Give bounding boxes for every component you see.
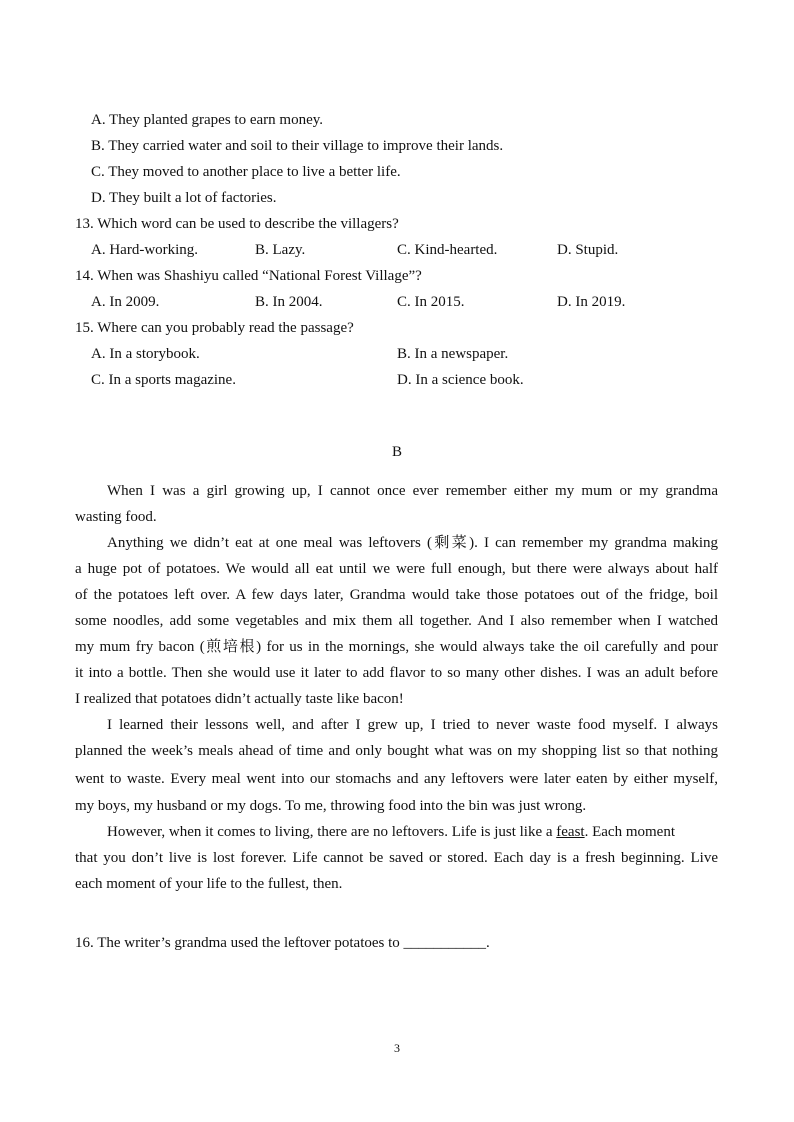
passage-line-3: Anything we didn’t eat at one meal was leftovers (剩菜). I can remember my grandma making	[107, 535, 718, 551]
passage-line-16: each moment of your life to the fullest, then.	[75, 876, 343, 892]
passage-line-2: wasting food.	[75, 509, 157, 525]
passage-line-7: my mum fry bacon (煎培根) for us in the mornings, she would always take the oil carefully and pour	[75, 639, 718, 655]
passage-line-11: planned the week’s meals ahead of time and only bought what was on my shopping list so that nothing	[75, 743, 718, 759]
passage-line-6: some noodles, add some vegetables and mix them all together. And I also remember when I watched	[75, 613, 718, 629]
q14-option-a: A. In 2009.	[91, 294, 160, 310]
q16-stem: 16. The writer’s grandma used the leftover potatoes to ___________.	[75, 935, 490, 951]
q14-option-c: C. In 2015.	[397, 294, 465, 310]
feast-underlined-word: feast	[556, 824, 585, 840]
passage-line-1: When I was a girl growing up, I cannot once ever remember either my mum or my grandma	[107, 483, 718, 499]
passage-line-15: that you don’t live is lost forever. Life cannot be saved or stored. Each day is a fresh beginning. Live	[75, 850, 718, 866]
passage-line-13: my boys, my husband or my dogs. To me, throwing food into the bin was just wrong.	[75, 798, 587, 814]
q12-option-d: D. They built a lot of factories.	[91, 190, 277, 206]
passage-line-8: it into a bottle. Then she would use it later to add flavor to so many other dishes. I was an adult before	[75, 665, 718, 681]
q12-option-c: C. They moved to another place to live a better life.	[91, 164, 401, 180]
q14-option-b: B. In 2004.	[255, 294, 323, 310]
q15-stem: 15. Where can you probably read the passage?	[75, 320, 354, 336]
q13-option-b: B. Lazy.	[255, 242, 306, 258]
q15-option-d: D. In a science book.	[397, 372, 524, 388]
passage-line-10: I learned their lessons well, and after I grew up, I tried to never waste food myself. I always	[107, 717, 718, 733]
q15-option-b: B. In a newspaper.	[397, 346, 509, 362]
q13-option-c: C. Kind-hearted.	[397, 242, 498, 258]
passage-line-14-end: . Each moment	[584, 824, 675, 840]
q14-stem: 14. When was Shashiyu called “National Forest Village”?	[75, 268, 422, 284]
passage-line-14	[107, 822, 718, 842]
q13-option-a: A. Hard-working.	[91, 242, 199, 258]
passage-line-4: a huge pot of potatoes. We would all eat until we were full enough, but there were always about half	[75, 561, 718, 577]
passage-line-14-start: However, when it comes to living, there are no leftovers. Life is just like a	[107, 824, 557, 840]
section-b-title: B	[391, 444, 402, 460]
passage-line-5: of the potatoes left over. A few days later, Grandma would take those potatoes out of the fridge, boil	[75, 587, 718, 603]
passage-line-9: I realized that potatoes didn’t actually taste like bacon!	[75, 691, 404, 707]
q15-option-c: C. In a sports magazine.	[91, 372, 236, 388]
q14-option-d: D. In 2019.	[557, 294, 626, 310]
q15-option-a: A. In a storybook.	[91, 346, 200, 362]
page-number: 3	[394, 1041, 400, 1055]
q12-option-b: B. They carried water and soil to their village to improve their lands.	[91, 138, 504, 154]
passage-line-12: went to waste. Every meal went into our stomachs and any leftovers were later eaten by either myself,	[75, 771, 718, 787]
q13-option-d: D. Stupid.	[557, 242, 619, 258]
q13-stem: 13. Which word can be used to describe the villagers?	[75, 216, 399, 232]
q12-option-a: A. They planted grapes to earn money.	[91, 112, 324, 128]
